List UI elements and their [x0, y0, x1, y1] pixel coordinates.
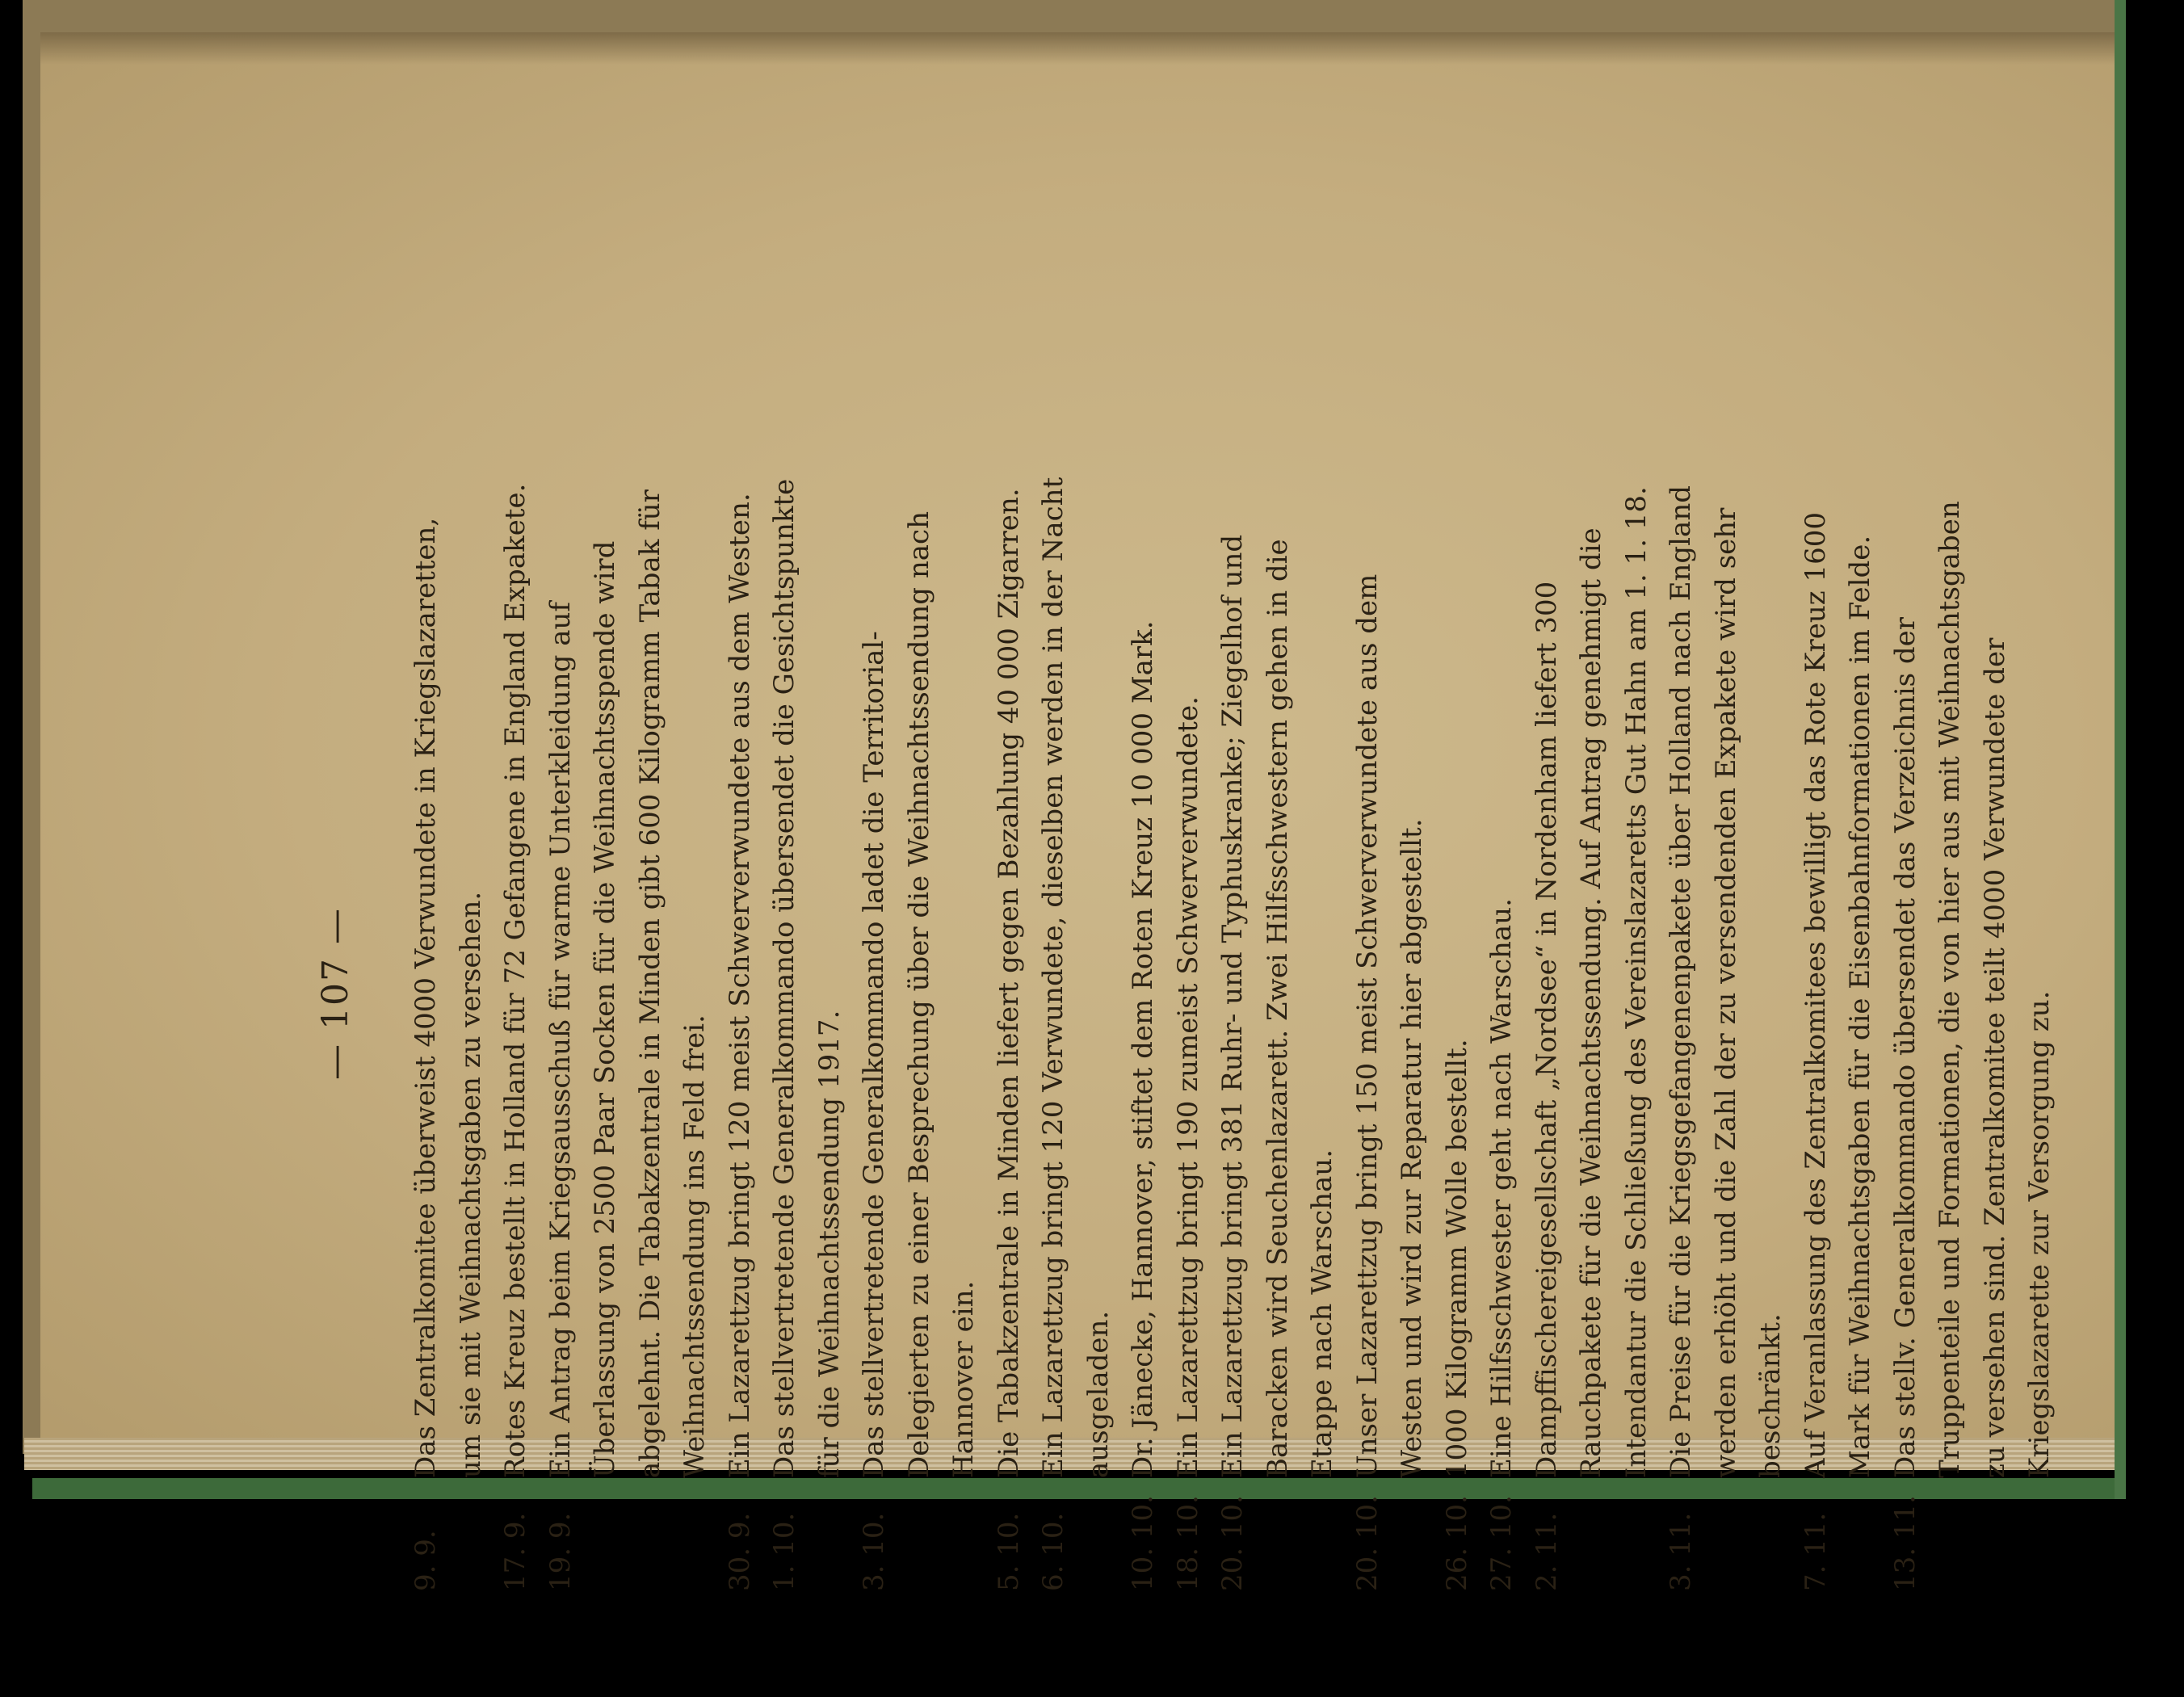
- rotated-page-content: [283, 307, 2140, 1680]
- chronicle-entry: [1659, 477, 1794, 1591]
- chronicle-entry: [718, 477, 763, 1591]
- entry-text: Auf Veranlassung des Zentralkomitees bewilligt das Rote Kreuz 1600 Mark für Weihnachtsgaben für die Eisenbahnformationen im Felde.: [1799, 511, 1876, 1478]
- entry-text: 1000 Kilogramm Wolle bestellt.: [1440, 1039, 1473, 1478]
- entry-date: 3. 11.: [1665, 1512, 1697, 1591]
- entry-text: Das stellv. Generalkommando übersendet das Verzeichnis der Truppenteile und Formationen, die von hier aus mit Weihnachtsgaben zu versehen sind. Zentralkomitee teilt 4000 Verwundete der Kriegslazarette zur Versorgung zu.: [1888, 501, 2056, 1478]
- entry-date: 17. 9.: [499, 1512, 531, 1591]
- entry-text: Ein Lazarettzug bringt 120 Verwundete, dieselben werden in der Nacht ausgeladen.: [1037, 477, 1115, 1478]
- entry-date: 5. 10.: [992, 1512, 1025, 1591]
- entry-text: Dr. Jänecke, Hannover, stiftet dem Roten Kreuz 10 000 Mark.: [1127, 620, 1159, 1478]
- entry-date: 10. 10.: [1127, 1495, 1159, 1591]
- entry-text: Das Zentralkomitee überweist 4000 Verwundete in Kriegslazaretten, um sie mit Weihnachtsgaben zu versehen.: [410, 517, 487, 1478]
- entry-text: Rotes Kreuz bestellt in Holland für 72 Gefangene in England Expakete.: [499, 483, 531, 1478]
- entry-date: 19. 9.: [544, 1512, 577, 1591]
- chronicle-entry: [539, 477, 718, 1591]
- entry-text: Eine Hilfsschwester geht nach Warschau.: [1485, 898, 1518, 1478]
- entry-date: 1. 10.: [768, 1512, 800, 1591]
- entry-date: 6. 10.: [1037, 1512, 1069, 1591]
- entry-text: Das stellvertretende Generalkommando ladet die Territorial-Delegierten zu einer Besprechung über die Weihnachtssendung nach Hannover ein.: [858, 511, 980, 1478]
- chronicle-entry: [1435, 477, 1480, 1591]
- entry-date: 13. 11.: [1888, 1495, 1922, 1591]
- chronicle-entries: [404, 477, 2063, 1591]
- chronicle-entry: [1794, 477, 1884, 1591]
- gutter-shadow: [40, 32, 2115, 65]
- chronicle-entry: [1211, 477, 1346, 1591]
- chronicle-entry: [1166, 477, 1212, 1591]
- entry-text: Ein Lazarettzug bringt 120 meist Schwerverwundete aus dem Westen.: [723, 493, 756, 1478]
- entry-date: 30. 9.: [723, 1512, 756, 1591]
- chronicle-entry: [1121, 477, 1166, 1591]
- chronicle-entry: [1346, 477, 1435, 1591]
- chronicle-entry: [494, 477, 539, 1591]
- entry-text: Dampffischereigesellschaft „Nordsee“ in Nordenham liefert 300 Rauchpakete für die Weihnachtssendung. Auf Antrag genehmigt die Intendantur die Schließung des Vereinslazaretts Gut Hahn am 1. 1. 18.: [1530, 486, 1653, 1478]
- chronicle-entry: [852, 477, 987, 1591]
- entry-date: 27. 10.: [1485, 1495, 1518, 1591]
- chronicle-entry: [1480, 477, 1525, 1591]
- entry-date: 9. 9.: [410, 1530, 442, 1591]
- entry-date: 2. 11.: [1530, 1512, 1563, 1591]
- entry-text: Die Tabakzentrale in Minden liefert gegen Bezahlung 40 000 Zigarren.: [992, 488, 1025, 1478]
- entry-text: Ein Lazarettzug bringt 381 Ruhr- und Typhuskranke; Ziegelhof und Baracken wird Seuchenlazarett. Zwei Hilfsschwestern gehen in die Etappe nach Warschau.: [1216, 534, 1338, 1478]
- chronicle-entry: [762, 477, 852, 1591]
- chronicle-entry: [404, 477, 494, 1591]
- chronicle-entry: [987, 477, 1032, 1591]
- chronicle-entry: [1031, 477, 1121, 1591]
- chronicle-entry: [1884, 477, 2063, 1591]
- entry-date: 3. 10.: [858, 1512, 890, 1591]
- entry-date: 18. 10.: [1171, 1495, 1204, 1591]
- entry-text: Die Preise für die Kriegsgefangenenpakete über Holland nach England werden erhöht und die Zahl der zu versendenden Expakete wird sehr beschränkt.: [1665, 485, 1787, 1478]
- entry-date: 7. 11.: [1799, 1512, 1832, 1591]
- entry-text: Ein Lazarettzug bringt 190 zumeist Schwerverwundete.: [1171, 696, 1204, 1478]
- entry-text: Das stellvertretende Generalkommando übersendet die Gesichtspunkte für die Weihnachtssendung 1917.: [768, 478, 846, 1478]
- entry-text: Unser Lazarettzug bringt 150 meist Schwerverwundete aus dem Westen und wird zur Reparatur hier abgestellt.: [1350, 573, 1428, 1478]
- chronicle-entry: [1525, 477, 1660, 1591]
- page-number: — 107 —: [315, 907, 356, 1080]
- entry-date: 20. 10.: [1350, 1495, 1384, 1591]
- entry-date: 26. 10.: [1440, 1495, 1473, 1591]
- entry-date: 20. 10.: [1216, 1495, 1249, 1591]
- entry-text: Ein Antrag beim Kriegsausschuß für warme Unterkleidung auf Überlassung von 2500 Paar Socken für die Weihnachtsspende wird abgelehnt. Die Tabakzentrale in Minden gibt 600 Kilogramm Tabak für Weihnachtssendung ins Feld frei.: [544, 489, 711, 1478]
